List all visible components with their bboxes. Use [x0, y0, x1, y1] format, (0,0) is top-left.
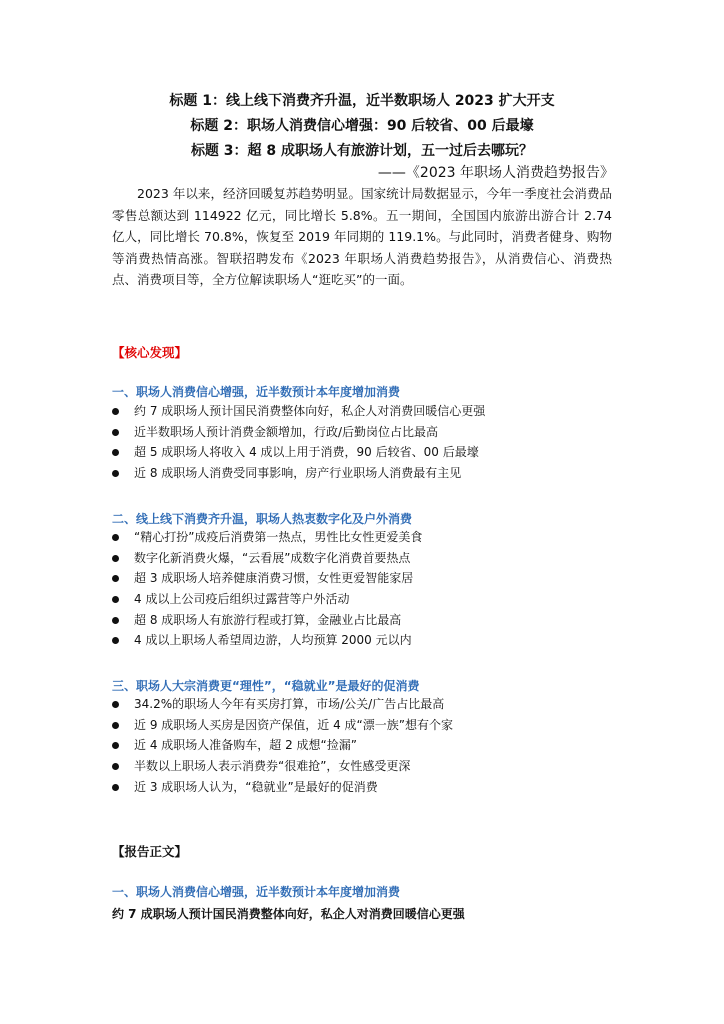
bullet-item: 约 7 成职场人预计国民消费整体向好，私企人对消费回暖信心更强	[112, 401, 632, 422]
bullet-item: 4 成以上公司疫后组织过露营等户外活动	[112, 589, 632, 610]
bullet-dot-icon	[112, 449, 119, 456]
bullet-dot-icon	[112, 470, 119, 477]
bullet-dot-icon	[112, 617, 119, 624]
title-block	[100, 89, 624, 164]
section-2-heading: 二、线上线下消费齐升温，职场人热衷数字化及户外消费	[112, 512, 413, 526]
bullet-dot-icon	[112, 784, 119, 791]
body-section-heading: 一、职场人消费信心增强，近半数预计本年度增加消费	[112, 885, 401, 899]
intro-paragraph: 2023 年以来，经济回暖复苏趋势明显。国家统计局数据显示，今年一季度社会消费品零售总额达到 114922 亿元，同比增长 5.8%。五一期间，全国国内旅游出游合计 2.74 亿人，同比增长 70.8%，恢复至 2019 年同期的 119.1%。与此同时，消费者健身、购物等消费热情高涨。智联招聘发布《2023 年职场人消费趋势报告》，从消费信心、消费热点、消费项目等，全方位解读职场人“逛吃买”的一面。	[112, 186, 612, 287]
section-2-bullets	[112, 527, 632, 651]
bullet-item: 34.2%的职场人今年有买房打算，市场/公关/广告占比最高	[112, 694, 632, 715]
bullet-item: 近半数职场人预计消费金额增加，行政/后勤岗位占比最高	[112, 422, 632, 443]
bullet-dot-icon	[112, 596, 119, 603]
core-findings-heading: 【核心发现】	[112, 345, 188, 360]
title-3: 标题 3：超 8 成职场人有旅游计划，五一过后去哪玩？	[190, 143, 534, 159]
bullet-dot-icon	[112, 408, 119, 415]
bullet-item: 超 5 成职场人将收入 4 成以上用于消费，90 后较省、00 后最壕	[112, 442, 632, 463]
bullet-dot-icon	[112, 701, 119, 708]
bullet-dot-icon	[112, 722, 119, 729]
bullet-dot-icon	[112, 763, 119, 770]
bullet-item: “精心打扮”成疫后消费第一热点，男性比女性更爱美食	[112, 527, 632, 548]
body-subheading: 约 7 成职场人预计国民消费整体向好，私企人对消费回暖信心更强	[112, 907, 465, 921]
bullet-dot-icon	[112, 429, 119, 436]
bullet-item: 近 9 成职场人买房是因资产保值，近 4 成“漂一族”想有个家	[112, 715, 632, 736]
bullet-dot-icon	[112, 555, 119, 562]
bullet-item: 半数以上职场人表示消费券“很难抢”，女性感受更深	[112, 756, 632, 777]
report-source: ——《2023 年职场人消费趋势报告》	[377, 165, 614, 181]
bullet-dot-icon	[112, 575, 119, 582]
section-1-heading: 一、职场人消费信心增强，近半数预计本年度增加消费	[112, 385, 401, 399]
report-body-heading: 【报告正文】	[112, 844, 188, 859]
section-1-bullets	[112, 401, 632, 484]
bullet-item: 数字化新消费火爆，“云看展”成数字化消费首要热点	[112, 548, 632, 569]
bullet-dot-icon	[112, 534, 119, 541]
bullet-item: 近 3 成职场人认为，“稳就业”是最好的促消费	[112, 777, 632, 798]
bullet-item: 近 8 成职场人消费受同事影响，房产行业职场人消费最有主见	[112, 463, 632, 484]
title-2: 标题 2：职场人消费信心增强：90 后较省、00 后最壕	[190, 118, 534, 134]
bullet-item: 近 4 成职场人准备购车，超 2 成想“捡漏”	[112, 735, 632, 756]
bullet-item: 超 3 成职场人培养健康消费习惯，女性更爱智能家居	[112, 568, 632, 589]
bullet-dot-icon	[112, 742, 119, 749]
bullet-item: 超 8 成职场人有旅游行程或打算，金融业占比最高	[112, 610, 632, 631]
section-3-heading: 三、职场人大宗消费更“理性”，“稳就业”是最好的促消费	[112, 679, 420, 693]
section-3-bullets	[112, 694, 632, 797]
title-1: 标题 1：线上线下消费齐升温，近半数职场人 2023 扩大开支	[169, 93, 555, 109]
bullet-dot-icon	[112, 637, 119, 644]
bullet-item: 4 成以上职场人希望周边游，人均预算 2000 元以内	[112, 630, 632, 651]
